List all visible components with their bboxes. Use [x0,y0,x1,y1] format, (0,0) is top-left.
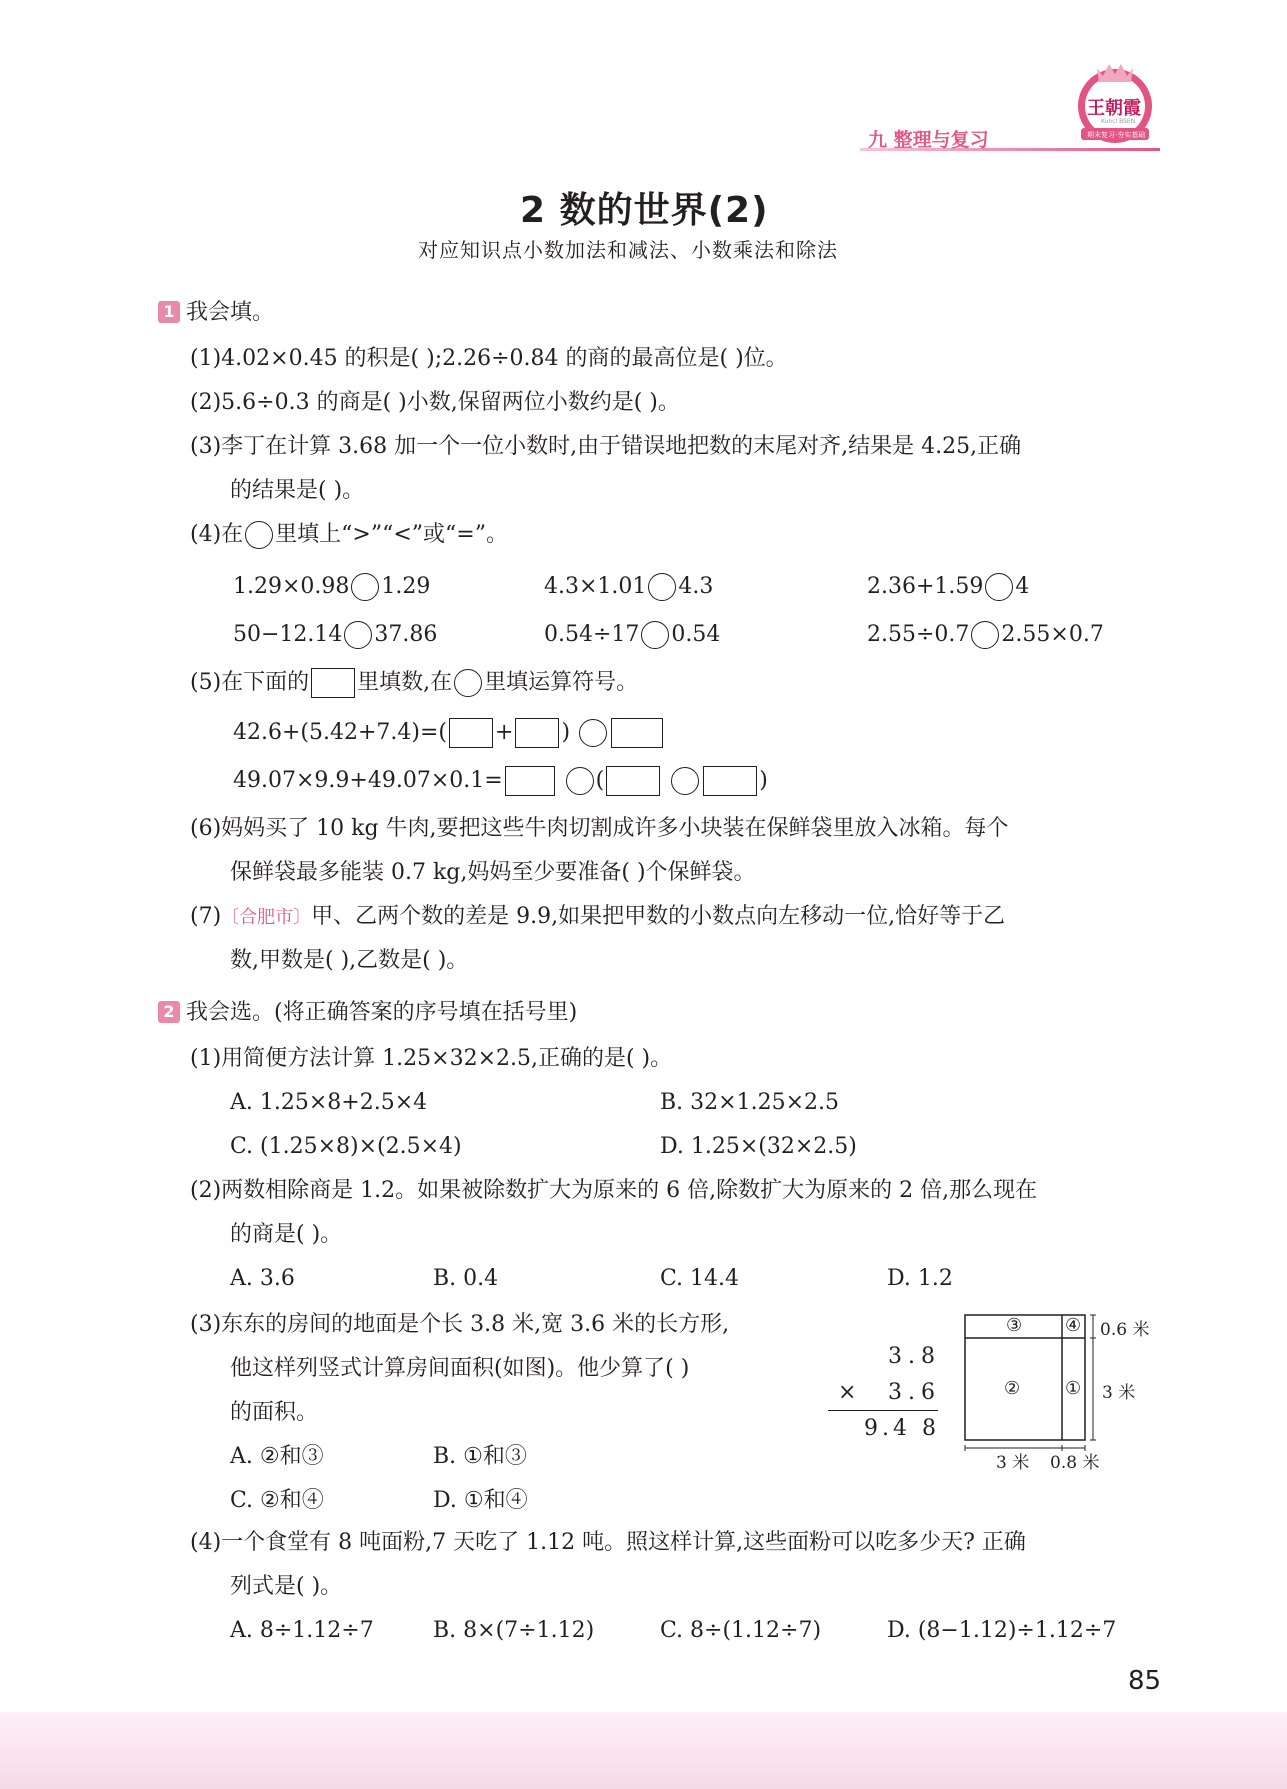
section2-badge: 2 [158,1001,180,1023]
s2-q2-line2: 的商是( )。 [230,1222,343,1247]
logo [1075,58,1155,148]
s1-q1: (1)4.02×0.45 的积是( );2.26÷0.84 的商的最高位是( )位。 [190,346,788,371]
option[interactable]: B. 8×(7÷1.12) [433,1618,595,1643]
calc-op: × [838,1380,857,1405]
region-4: ④ [1065,1315,1082,1336]
compare-left: 1.29×0.98 [233,574,350,599]
room-figure [960,1310,1160,1473]
option[interactable]: A. 1.25×8+2.5×4 [230,1090,428,1115]
s1-q6-line1: (6)妈妈买了 10 kg 牛肉,要把这些牛肉切割成许多小块装在保鲜袋里放入冰箱。每个 [190,816,1009,841]
eq2-open: ( [595,768,605,793]
compare-left: 50−12.14 [233,622,343,647]
eq2-close: ) [759,768,768,793]
region-tag: 〔合肥市〕 [221,907,312,928]
eq1-text: 42.6+(5.42+7.4)=( [233,720,448,745]
s2-q4-line1: (4)一个食堂有 8 吨面粉,7 天吃了 1.12 吨。照这样计算,这些面粉可以吃多少天? 正确 [190,1530,1026,1555]
option[interactable]: D. (8−1.12)÷1.12÷7 [887,1618,1117,1643]
logo-text: 王朝霞 [1087,98,1141,119]
dim-3-bottom: 3 米 [996,1453,1030,1473]
option[interactable]: D. ①和④ [433,1488,528,1513]
answer-box[interactable] [611,718,663,748]
s2-q3-line1: (3)东东的房间的地面是个长 3.8 米,宽 3.6 米的长方形, [190,1312,730,1337]
compare-left: 2.36+1.59 [867,574,984,599]
dim-0-6: 0.6 米 [1100,1320,1150,1340]
option[interactable]: B. ①和③ [433,1444,527,1469]
operator-circle[interactable] [579,719,607,747]
page-subtitle: 对应知识点小数加法和减法、小数乘法和除法 [418,238,838,262]
s1-q3-line1: (3)李丁在计算 3.68 加一个一位小数时,由于错误地把数的末尾对齐,结果是 4.25,正确 [190,434,1022,459]
s1-q5 [190,668,638,698]
compare-item [233,620,437,650]
answer-box[interactable] [449,718,493,748]
answer-box[interactable] [703,766,757,796]
s2-q4-line2: 列式是( )。 [230,1574,343,1599]
circle-icon [245,521,273,549]
s1-q5-eq1 [233,718,665,748]
eq1-close: ) [561,720,571,745]
option[interactable]: C. 14.4 [660,1266,740,1291]
option[interactable]: D. 1.2 [887,1266,953,1291]
s1-q5-eq2 [233,766,768,796]
compare-item [544,572,713,602]
compare-left: 0.54÷17 [544,622,640,647]
s1-q4-a: (4)在 [190,522,244,547]
option[interactable]: A. 3.6 [230,1266,295,1291]
compare-right: 4 [1015,574,1030,599]
page-number: 85 [1128,1666,1162,1696]
compare-circle[interactable] [641,621,669,649]
logo-sub: Kuncl BSEN [1101,118,1136,125]
circle-icon [454,669,482,697]
section2-heading-text: 我会选。(将正确答案的序号填在括号里) [186,1000,578,1025]
s2-q3-line2: 他这样列竖式计算房间面积(如图)。他少算了( ) [230,1356,690,1381]
compare-item [867,620,1104,650]
square-icon [311,668,355,698]
option[interactable]: C. 8÷(1.12÷7) [660,1618,822,1643]
s1-q5-a: (5)在下面的 [190,670,310,695]
s2-q3-line3: 的面积。 [230,1400,319,1425]
option[interactable]: A. ②和③ [230,1444,324,1469]
option[interactable]: D. 1.25×(32×2.5) [660,1134,857,1159]
s1-q7-text: 甲、乙两个数的差是 9.9,如果把甲数的小数点向左移动一位,恰好等于乙 [311,904,1006,929]
calc-result: 9.4 8 [864,1416,940,1441]
eq1-plus: + [495,720,514,745]
compare-circle[interactable] [344,621,372,649]
s1-q7-num: (7) [190,904,222,929]
s1-q3-line2: 的结果是( )。 [230,478,365,503]
operator-circle[interactable] [566,767,594,795]
s1-q7-line1 [190,902,1005,933]
section2-heading [158,998,577,1028]
logo-ribbon: 期末复习·夯实基础 [1087,131,1146,139]
answer-box[interactable] [515,718,559,748]
compare-circle[interactable] [985,573,1013,601]
compare-circle[interactable] [971,621,999,649]
option[interactable]: C. ②和④ [230,1488,324,1513]
region-1: ① [1065,1378,1082,1399]
dim-0-8: 0.8 米 [1050,1453,1100,1473]
compare-right: 1.29 [381,574,431,599]
s1-q2: (2)5.6÷0.3 的商是( )小数,保留两位小数约是( )。 [190,390,680,415]
calc-row1: 3.8 [888,1344,941,1369]
region-2: ② [1004,1378,1021,1399]
option[interactable]: A. 8÷1.12÷7 [230,1618,374,1643]
compare-right: 4.3 [678,574,714,599]
compare-item [233,572,430,602]
page-title: 2 数的世界(2) [520,190,769,231]
option[interactable]: C. (1.25×8)×(2.5×4) [230,1134,462,1159]
compare-circle[interactable] [351,573,379,601]
option[interactable]: B. 0.4 [433,1266,499,1291]
calc-line [828,1410,938,1411]
s1-q5-c: 里填运算符号。 [484,670,639,695]
section1-heading [158,298,274,328]
calc-row2: 3.6 [888,1380,941,1405]
chapter-label: 九 整理与复习 [868,129,989,151]
s1-q4 [190,520,508,550]
compare-circle[interactable] [648,573,676,601]
compare-right: 2.55×0.7 [1001,622,1104,647]
region-3: ③ [1006,1315,1023,1336]
compare-item [867,572,1029,602]
answer-box[interactable] [606,766,660,796]
option[interactable]: B. 32×1.25×2.5 [660,1090,839,1115]
operator-circle[interactable] [671,767,699,795]
s1-q4-b: 里填上“>”“<”或“=”。 [275,522,508,547]
compare-item [544,620,720,650]
section1-badge: 1 [158,301,180,323]
s2-q2-line1: (2)两数相除商是 1.2。如果被除数扩大为原来的 6 倍,除数扩大为原来的 2 倍,那么现在 [190,1178,1038,1203]
compare-right: 0.54 [671,622,721,647]
compare-right: 37.86 [374,622,438,647]
section1-heading-text: 我会填。 [186,300,275,325]
s1-q5-b: 里填数,在 [357,670,453,695]
s2-q1: (1)用简便方法计算 1.25×32×2.5,正确的是( )。 [190,1046,673,1071]
compare-left: 2.55÷0.7 [867,622,970,647]
compare-left: 4.3×1.01 [544,574,647,599]
dim-3-right: 3 米 [1102,1383,1136,1403]
eq2-text: 49.07×9.9+49.07×0.1= [233,768,503,793]
s1-q6-line2: 保鲜袋最多能装 0.7 kg,妈妈至少要准备( )个保鲜袋。 [230,860,756,885]
footer-band [0,1712,1287,1789]
s1-q7-line2: 数,甲数是( ),乙数是( )。 [230,948,469,973]
answer-box[interactable] [505,766,555,796]
